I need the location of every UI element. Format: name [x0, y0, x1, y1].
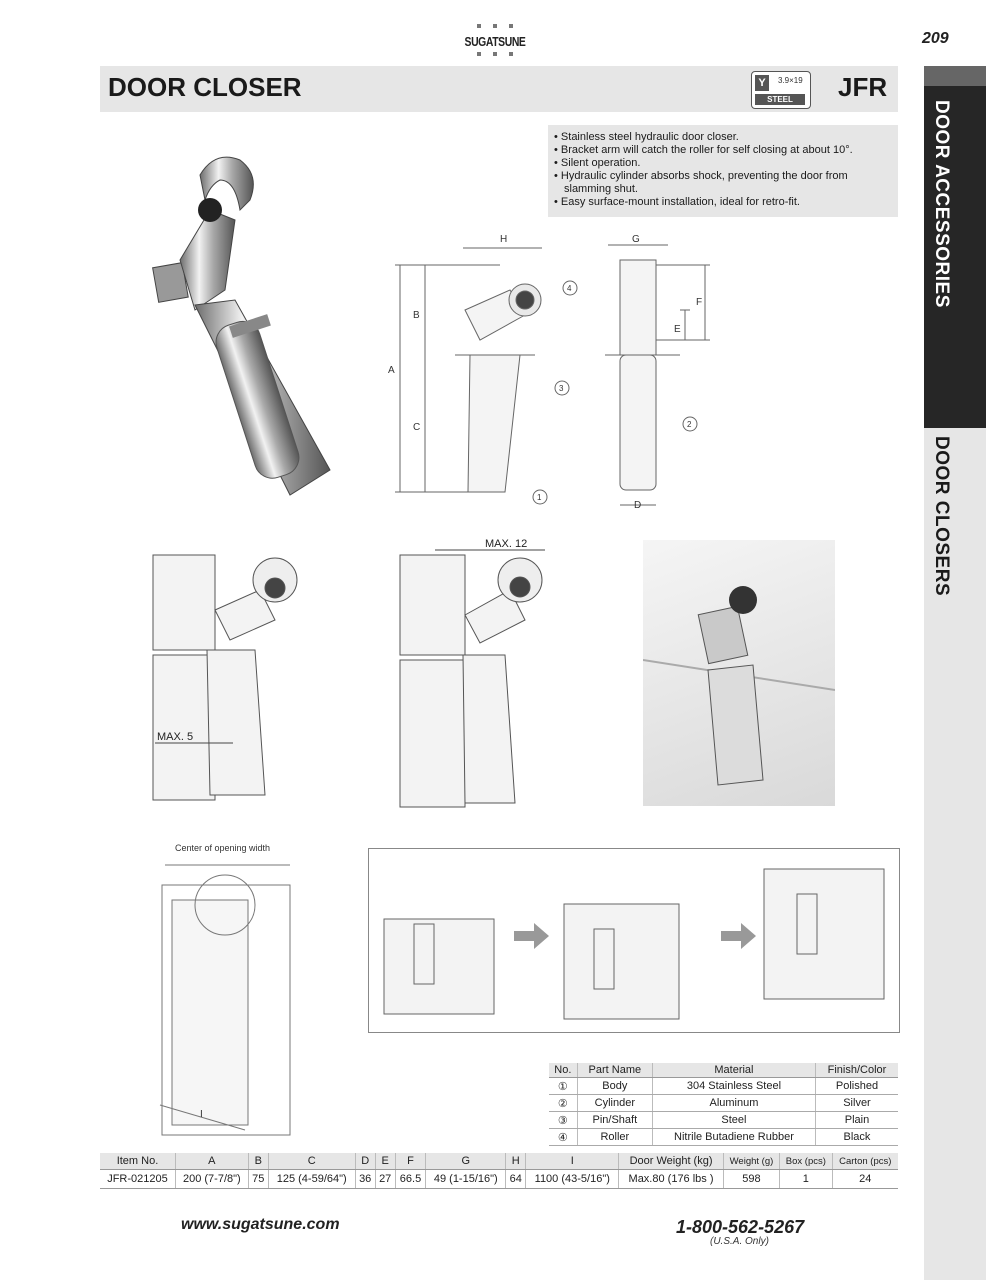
spec-header: G: [426, 1153, 506, 1170]
part-no: ①: [549, 1078, 577, 1095]
spec-header: A: [175, 1153, 248, 1170]
phone-number[interactable]: 1-800-562-5267: [676, 1217, 805, 1237]
spec-header: Weight (g): [723, 1153, 779, 1170]
dim-label-i: I: [200, 1109, 203, 1120]
phone-region: (U.S.A. Only): [710, 1236, 769, 1247]
spec-header: E: [375, 1153, 395, 1170]
parts-header: Material: [652, 1063, 815, 1078]
dim-label-f: F: [696, 297, 703, 308]
spec-cell: 24: [832, 1170, 898, 1189]
dimension-drawing: [380, 230, 720, 520]
spec-header: D: [355, 1153, 375, 1170]
spec-cell: 49 (1-15/16"): [426, 1170, 506, 1189]
dim-label-d: D: [634, 500, 642, 511]
spec-cell: 1100 (43-5/16"): [526, 1170, 619, 1189]
center-label: Center of opening width: [175, 843, 271, 853]
spec-cell: 75: [248, 1170, 268, 1189]
spec-cell: 64: [506, 1170, 526, 1189]
parts-header: Finish/Color: [815, 1063, 898, 1078]
spec-header: F: [395, 1153, 426, 1170]
part-material: Nitrile Butadiene Rubber: [652, 1129, 815, 1146]
material-badge: [751, 71, 811, 109]
spec-cell: 125 (4-59/64"): [268, 1170, 355, 1189]
dim-label-b: B: [413, 310, 420, 321]
sidebar-tab-accent: [924, 66, 986, 86]
spec-header: H: [506, 1153, 526, 1170]
table-row: [549, 1129, 898, 1146]
callout-4: 4: [567, 284, 572, 293]
brand-name: SUGATSUNE: [464, 34, 526, 49]
install-drawing-max5: [145, 550, 315, 810]
part-finish: Black: [815, 1129, 898, 1146]
spec-table: [100, 1153, 898, 1189]
parts-header: Part Name: [577, 1063, 652, 1078]
page-title: DOOR CLOSER: [108, 72, 302, 102]
dim-label-g: G: [632, 234, 640, 245]
max12-label: MAX. 12: [485, 538, 528, 550]
model-code: JFR: [838, 72, 888, 102]
spec-header: B: [248, 1153, 268, 1170]
spec-header: Carton (pcs): [832, 1153, 898, 1170]
part-name: Pin/Shaft: [577, 1112, 652, 1129]
table-row: [100, 1170, 898, 1189]
parts-table: [549, 1063, 898, 1146]
part-name: Body: [577, 1078, 652, 1095]
spec-header: I: [526, 1153, 619, 1170]
feature-item: • Bracket arm will catch the roller for self closing at about 10°.: [554, 144, 892, 157]
dim-label-a: A: [388, 365, 395, 376]
sidebar-category: DOOR ACCESSORIES: [931, 100, 952, 308]
spec-cell: 200 (7-7/8"): [175, 1170, 248, 1189]
part-finish: Plain: [815, 1112, 898, 1129]
dim-label-c: C: [413, 422, 421, 433]
feature-item: • Easy surface-mount installation, ideal for retro-fit.: [554, 196, 892, 209]
callout-3: 3: [559, 384, 564, 393]
features-box: [548, 125, 898, 217]
spec-header: Item No.: [100, 1153, 175, 1170]
spec-header: Box (pcs): [780, 1153, 832, 1170]
parts-header: No.: [549, 1063, 577, 1078]
spec-header: Door Weight (kg): [619, 1153, 723, 1170]
product-photo: [140, 150, 340, 505]
spec-cell: JFR-021205: [100, 1170, 175, 1189]
spec-cell: 66.5: [395, 1170, 426, 1189]
install-drawing-max12: [395, 535, 565, 810]
table-row: [549, 1095, 898, 1112]
callout-1: 1: [537, 493, 542, 502]
part-material: Aluminum: [652, 1095, 815, 1112]
dim-label-h: H: [500, 234, 508, 245]
spec-cell: 598: [723, 1170, 779, 1189]
part-name: Cylinder: [577, 1095, 652, 1112]
callout-2: 2: [687, 420, 692, 429]
part-no: ④: [549, 1129, 577, 1146]
part-name: Roller: [577, 1129, 652, 1146]
part-material: Steel: [652, 1112, 815, 1129]
feature-item: • Silent operation.: [554, 157, 892, 170]
website-link[interactable]: www.sugatsune.com: [181, 1216, 340, 1233]
next-arrow-icon: [514, 923, 549, 949]
sidebar-subcategory: DOOR CLOSERS: [931, 436, 952, 597]
spec-header: C: [268, 1153, 355, 1170]
brand-logo: [455, 22, 535, 62]
part-finish: Polished: [815, 1078, 898, 1095]
spec-cell: 36: [355, 1170, 375, 1189]
part-finish: Silver: [815, 1095, 898, 1112]
feature-item: • Stainless steel hydraulic door closer.: [554, 131, 892, 144]
spec-cell: 27: [375, 1170, 395, 1189]
part-material: 304 Stainless Steel: [652, 1078, 815, 1095]
page-number: 209: [922, 30, 949, 47]
door-center-diagram: [150, 840, 310, 1140]
installed-photo: [643, 540, 835, 806]
next-arrow-icon: [721, 923, 756, 949]
screw-size: 3.9×19: [778, 76, 803, 85]
installation-sequence: [368, 848, 900, 1033]
table-row: [549, 1112, 898, 1129]
spec-cell: Max.80 (176 lbs ): [619, 1170, 723, 1189]
feature-item: • Hydraulic cylinder absorbs shock, preventing the door from slamming shut.: [554, 170, 892, 196]
max5-label: MAX. 5: [157, 731, 194, 743]
spec-cell: 1: [780, 1170, 832, 1189]
screw-icon: Y: [755, 75, 769, 91]
dim-label-e: E: [674, 324, 681, 335]
part-no: ③: [549, 1112, 577, 1129]
material-label: STEEL: [755, 94, 805, 105]
table-row: [549, 1078, 898, 1095]
part-no: ②: [549, 1095, 577, 1112]
